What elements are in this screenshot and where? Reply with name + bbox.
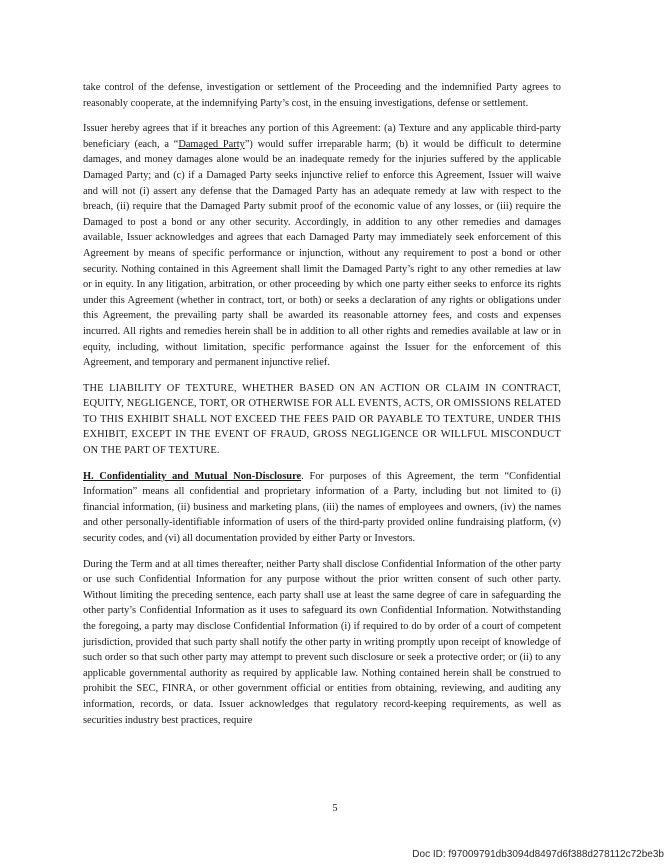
doc-id-footer: Doc ID: f97009791db3094d8497d6f388d278112c72be3b [412,849,664,860]
paragraph-indemnification-cont: take control of the defense, investigation or settlement of the Proceeding and the indemnified Party agrees to reasonably cooperate, at the indemnifying Party’s cost, in the ensuing investigations, defense or settlement. [83,82,561,109]
document-body [83,80,561,738]
paragraph-injunctive-relief [83,121,561,371]
paragraph-2-text-before: Issuer hereby agrees that if it breaches any portion of this Agreement: (a) Texture and any applicable third-party beneficiary (each, a “ [83,123,561,150]
section-h-heading: H. Confidentiality and Mutual Non-Disclosure [83,470,302,482]
section-h-body: . For purposes of this Agreement, the term “Confidential Information” means all confidential and proprietary information of a Party, including but not limited to (i) financial information, (ii) business and marketing plans, (iii) the names of employees and owners, (iv) the names and other personally-identifiable information of users of the third-party provided online fundraising platform, (v) security codes, and (vi) all documentation provided by either Party or Investors. [83,470,561,545]
page-number: 5 [332,803,338,814]
section-h-confidentiality [83,469,561,547]
paragraph-liability-cap: THE LIABILITY OF TEXTURE, WHETHER BASED ON AN ACTION OR CLAIM IN CONTRACT, EQUITY, NEGLIGENCE, TORT, OR OTHERWISE FOR ALL EVENTS, ACTS, OR OMISSIONS RELATED TO THIS EXHIBIT SHALL NOT EXCEED THE FEES PAID OR PAYABLE TO TEXTURE, UNDER THIS EXHIBIT, EXCEPT IN THE EVENT OF FRAUD, GROSS NEGLIGENCE OR WILLFUL MISCONDUCT ON THE PART OF TEXTURE. [83,382,561,457]
paragraph-nondisclosure-obligations: During the Term and at all times thereafter, neither Party shall disclose Confidential Information of the other party or use such Confidential Information for any purpose without the prior written consent of such other party. Without limiting the preceding sentence, each party shall use at least the same degree of care in safeguarding the other party’s Confidential Information as it uses to safeguard its own Confidential Information. Notwithstanding the foregoing, a party may disclose Confidential Information (i) if required to do by order of a court of competent jurisdiction, provided that such party shall notify the other party in writing promptly upon receipt of knowledge of such order so that such other party may attempt to prevent such disclosure or seek a protective order; or (ii) to any applicable governmental authority as required by applicable law. Nothing contained herein shall be construed to prohibit the SEC, FINRA, or other government official or entities from obtaining, reviewing, and auditing any information, records, or data. Issuer acknowledges that regulatory record-keeping requirements, as well as securities industry best practices, require [83,558,561,726]
defined-term-damaged-party: Damaged Party [178,138,245,150]
paragraph-2-text-after: ”) would suffer irreparable harm; (b) it would be difficult to determine damages, and money damages alone would be an inadequate remedy for the injuries suffered by the applicable Damaged Party; and (c) if a Damaged Party seeks injunctive relief to enforce this Agreement, Issuer will waive and will not (i) assert any defense that the Damaged Party has an adequate remedy at law with respect to the breach, (ii) require that the Damaged Party submit proof of the economic value of any losses, or (iii) require the Damaged to post a bond or any other security. Accordingly, in addition to any other remedies and damages available, Issuer acknowledges and agrees that each Damaged Party may immediately seek enforcement of this Agreement by means of specific performance or injunction, without any requirement to post a bond or other security. Nothing contained in this Agreement shall limit the Damaged Party’s right to any other remedies at law or in equity. In any litigation, arbitration, or other proceeding by which one party either seeks to enforce its rights under this Agreement (whether in contract, tort, or both) or seeks a declaration of any rights or obligations under this Agreement, the prevailing party shall be awarded its reasonable attorney fees, and costs and expenses incurred. All rights and remedies herein shall be in addition to all other rights and remedies available at law or in equity, including, without limitation, specific performance against the Issuer for the enforcement of this Agreement, and temporary and permanent injunctive relief. [83,138,561,369]
